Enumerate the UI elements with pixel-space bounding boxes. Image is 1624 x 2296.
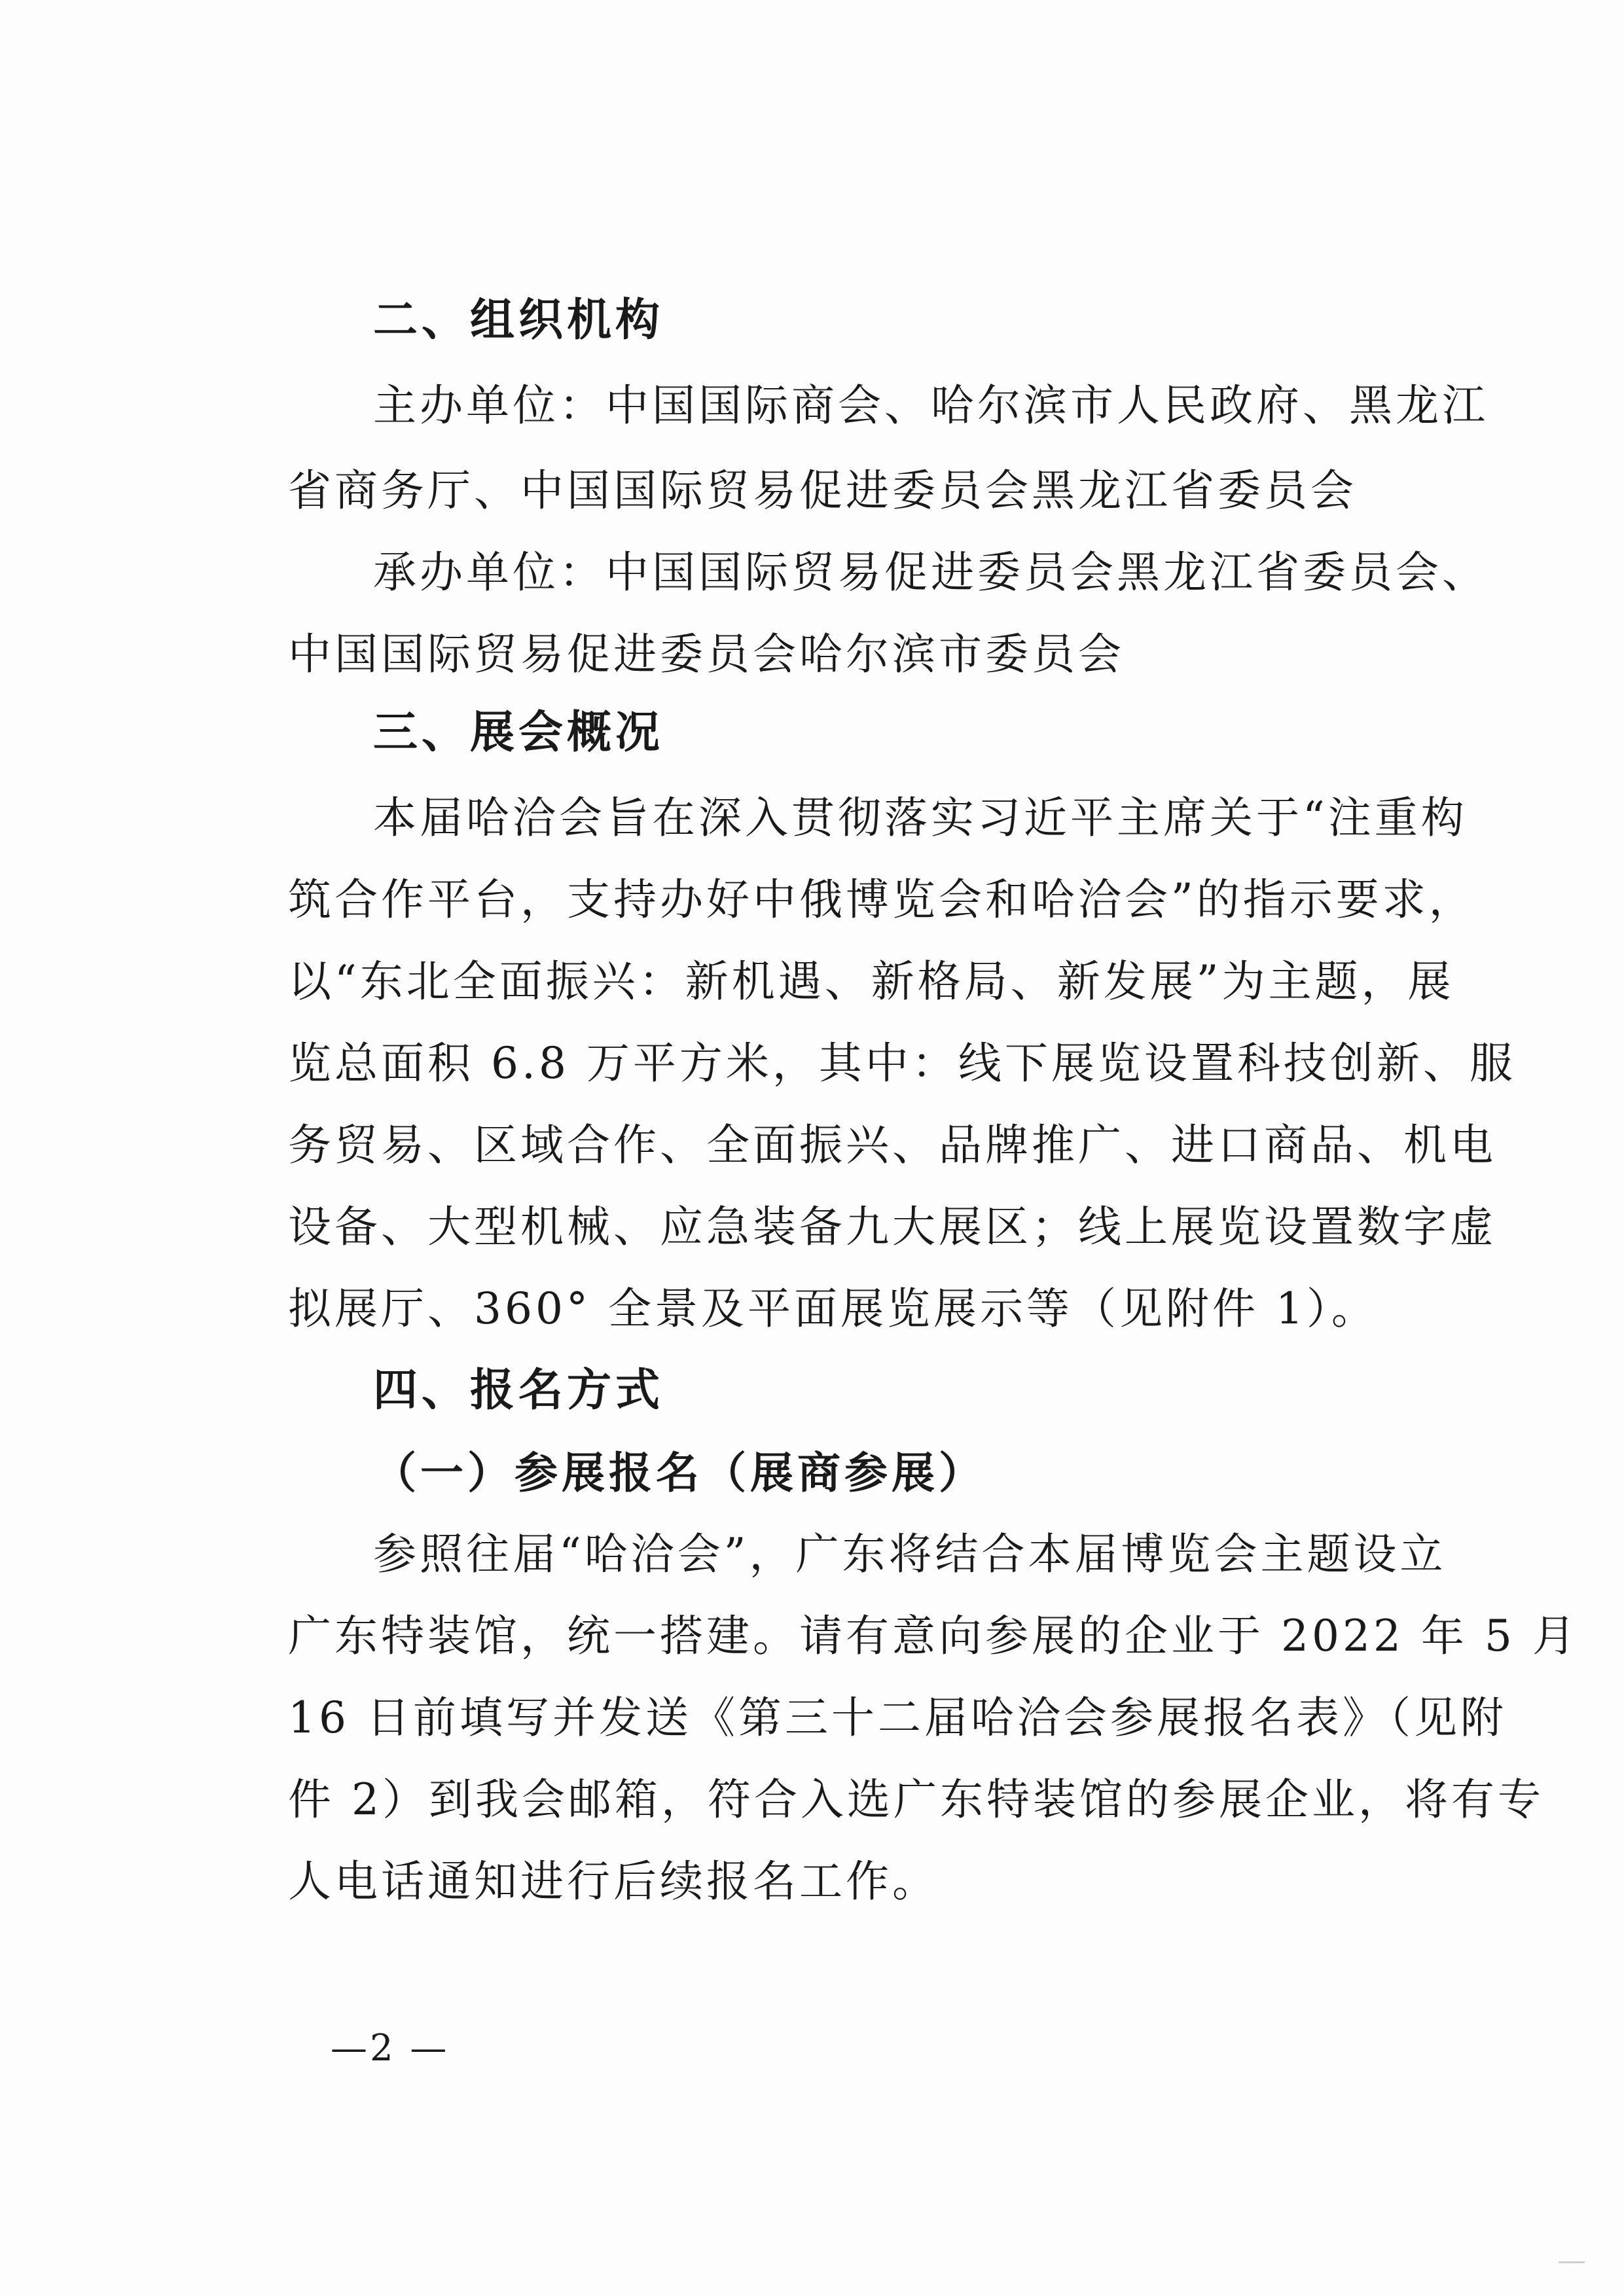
overview-paragraph-line: 务贸易、区域合作、全面振兴、品牌推广、进口商品、机电 [288, 1120, 1496, 1170]
registration-paragraph-line: 16 日前填写并发送《第三十二届哈洽会参展报名表》（见附 [288, 1693, 1507, 1743]
organizer-units-line-1: 承办单位：中国国际贸易促进委员会黑龙江省委员会、 [373, 547, 1489, 598]
section-heading-organization: 二、组织机构 [373, 295, 664, 346]
scan-artifact [1559, 2261, 1585, 2270]
overview-paragraph-line: 拟展厅、360° 全景及平面展览展示等（见附件 1）。 [288, 1283, 1378, 1334]
registration-paragraph-line: 参照往届“哈洽会”，广东将结合本届博览会主题设立 [373, 1529, 1447, 1579]
subheading-exhibitor-registration: （一）参展报名（展商参展） [373, 1447, 986, 1498]
organizer-units-line-2: 中国国际贸易促进委员会哈尔滨市委员会 [288, 629, 1125, 679]
registration-paragraph-line: 广东特装馆，统一搭建。请有意向参展的企业于 2022 年 5 月 [288, 1611, 1579, 1661]
overview-paragraph-line: 设备、大型机械、应急装备九大展区；线上展览设置数字虚 [288, 1202, 1496, 1252]
section-heading-overview: 三、展会概况 [373, 707, 664, 759]
overview-paragraph-line: 本届哈洽会旨在深入贯彻落实习近平主席关于“注重构 [373, 793, 1468, 843]
host-units-line-1: 主办单位：中国国际商会、哈尔滨市人民政府、黑龙江 [373, 380, 1489, 431]
overview-paragraph-line: 览总面积 6.8 万平方米，其中：线下展览设置科技创新、服 [288, 1038, 1516, 1088]
overview-paragraph-line: 筑合作平台，支持办好中俄博览会和哈洽会”的指示要求， [288, 874, 1475, 925]
page-number: —2 — [331, 2027, 450, 2070]
section-heading-registration: 四、报名方式 [373, 1365, 664, 1416]
overview-paragraph-line: 以“东北全面振兴：新机遇、新格局、新发展”为主题，展 [288, 956, 1454, 1007]
host-units-line-2: 省商务厅、中国国际贸易促进委员会黑龙江省委员会 [288, 465, 1357, 516]
registration-paragraph-line: 人电话通知进行后续报名工作。 [288, 1856, 939, 1907]
registration-paragraph-line: 件 2）到我会邮箱，符合入选广东特装馆的参展企业，将有专 [288, 1774, 1544, 1825]
